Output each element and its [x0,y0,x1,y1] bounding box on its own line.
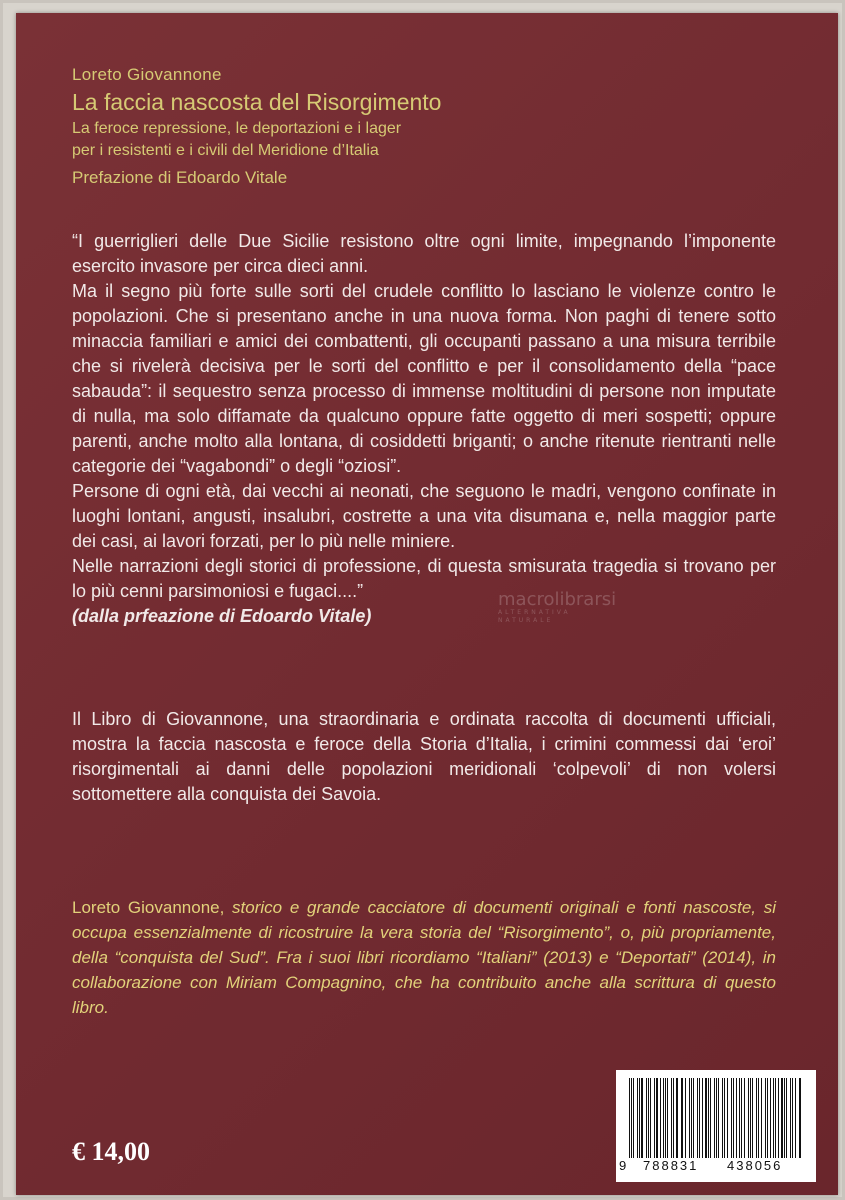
barcode-bar [685,1078,686,1158]
barcode-digit-first: 9 [619,1158,627,1173]
barcode-bar [665,1078,666,1158]
site-watermark [498,589,618,624]
barcode-bar [663,1078,664,1158]
watermark-logo: macrolibrarsi [498,589,617,610]
author-bio [72,895,776,1020]
book-subtitle-line-1: La feroce repressione, le deportazioni e i lager [72,120,402,137]
barcode-bar [765,1078,767,1158]
barcode-bar [736,1078,737,1158]
barcode-bar [758,1078,759,1158]
barcode-bar [761,1078,762,1158]
barcode-bar [784,1078,785,1158]
barcode-bar [800,1078,801,1158]
barcode-bar [631,1078,632,1158]
barcode-bar [799,1078,800,1158]
isbn-barcode [616,1070,816,1182]
barcode-bar [648,1078,649,1158]
barcode-bar [739,1078,740,1158]
barcode-digits-left: 788831 [643,1158,699,1173]
barcode-bar [756,1078,757,1158]
barcode-bar [724,1078,725,1158]
barcode-bar [671,1078,672,1158]
price-label: € 14,00 [72,1137,150,1166]
barcode-bar [697,1078,699,1158]
book-subtitle-line-2: per i resistenti e i civili del Meridione d’Italia [72,142,379,159]
barcode-bar [767,1078,768,1158]
quote-attribution: (dalla prfeazione di Edoardo Vitale) [72,606,372,626]
barcode-bar [650,1078,651,1158]
barcode-digits-right: 438056 [727,1158,783,1173]
barcode-bar [773,1078,774,1158]
barcode-bar [792,1078,793,1158]
barcode-bar [633,1078,634,1158]
preface-credit: Prefazione di Edoardo Vitale [72,168,288,187]
barcode-bar [693,1078,694,1158]
book-title: La faccia nascosta del Risorgimento [72,89,442,115]
preface-quote [72,229,776,629]
barcode-bar [741,1078,742,1158]
quote-paragraph-4: Nelle narrazioni degli storici di professione, di questa smisurata tragedia si trovano per lo più cenni parsimoniosi e fugaci....” [72,556,776,601]
barcode-bar [699,1078,700,1158]
barcode-bar [682,1078,683,1158]
barcode-bar [778,1078,779,1158]
barcode-bar [733,1078,734,1158]
barcode-bar [748,1078,749,1158]
barcode-bar [702,1078,703,1158]
barcode-bar [722,1078,724,1158]
book-description: Il Libro di Giovannone, una straordinaria e ordinata raccolta di documenti ufficiali, mostra la faccia nascosta e feroce della Storia d’Italia, i crimini commessi dai ‘eroi’ risorgimentali ai danni delle popolazioni meridionali ‘colpevoli’ di non volersi sottomettere alla conquista dei Savoia. [72,709,776,804]
barcode-bar [790,1078,792,1158]
barcode-bar [660,1078,661,1158]
quote-paragraph-1: “I guerriglieri delle Due Sicilie resistono oltre ogni limite, impegnando l’imponente esercito invasore per circa dieci anni. [72,231,776,276]
barcode-bars [629,1078,803,1158]
quote-paragraph-2: Ma il segno più forte sulle sorti del crudele conflitto lo lasciano le violenze contro le popolazioni. Che si presentano anche in una nuova forma. Non paghi di tenere sotto minaccia familiari e amici dei combattenti, gli occupanti passano a una misura terribile che si rivelerà decisiva per le sorti del conflitto e per il consolidamento della “pace sabauda”: il sequestro senza processo di immense moltitudini di persone non imputate di nulla, ma solo diffamate da qualcuno oppure fatte oggetto di meri sospetti; oppure parenti, anche molto alla lontana, di cosiddetti briganti; o anche ritenute rientranti nelle categorie dei “vagabondi” o degli “oziosi”. [72,281,776,476]
barcode-bar [710,1078,711,1158]
quote-paragraph-3: Persone di ogni età, dai vecchi ai neonati, che seguono le madri, vengono confinate in luoghi lontani, angusti, insalubri, costrette a una vita disumana e, nella maggior parte dei casi, ai lavori forzati, per lo più nelle miniere. [72,481,776,551]
barcode-bar [646,1078,647,1158]
barcode-bar [676,1078,678,1158]
barcode-bar [667,1078,668,1158]
barcode-bar [654,1078,655,1158]
barcode-bar [775,1078,776,1158]
barcode-bar [705,1078,706,1158]
barcode-bar [656,1078,658,1158]
author-name: Loreto Giovannone [72,65,222,84]
barcode-bar [750,1078,751,1158]
barcode-bar [795,1078,796,1158]
barcode-bar [681,1078,682,1158]
cover-header [72,65,441,189]
barcode-bar [727,1078,728,1158]
barcode-digits [619,1158,809,1176]
barcode-bar [716,1078,717,1158]
barcode-bar [639,1078,640,1158]
barcode-bar [708,1078,709,1158]
barcode-bar [629,1078,630,1158]
barcode-bar [781,1078,782,1158]
barcode-bar [770,1078,771,1158]
barcode-bar [689,1078,690,1158]
barcode-bar [786,1078,787,1158]
bio-author-name: Loreto Giovannone, [72,898,225,917]
barcode-bar [744,1078,746,1158]
barcode-bar [718,1078,719,1158]
barcode-bar [714,1078,715,1158]
watermark-tagline: ALTERNATIVA NATURALE [498,609,571,624]
barcode-bar [752,1078,753,1158]
barcode-bar [731,1078,732,1158]
barcode-bar [673,1078,674,1158]
barcode-bar [641,1078,643,1158]
bio-text: storico e grande cacciatore di documenti originali e fonti nascoste, si occupa essenzialmente di ricostruire la vera storia del “Risorgimento”, o, più propriamente, della “conquista del Sud”. Fra i suoi libri ricordiamo “Italiani” (2013) e “Deportati” (2014), in collaborazione con Miriam Compagnino, che ha contribuito anche alla scrittura di questo libro. [72,898,776,1017]
barcode-bar [691,1078,692,1158]
barcode-bar [637,1078,638,1158]
